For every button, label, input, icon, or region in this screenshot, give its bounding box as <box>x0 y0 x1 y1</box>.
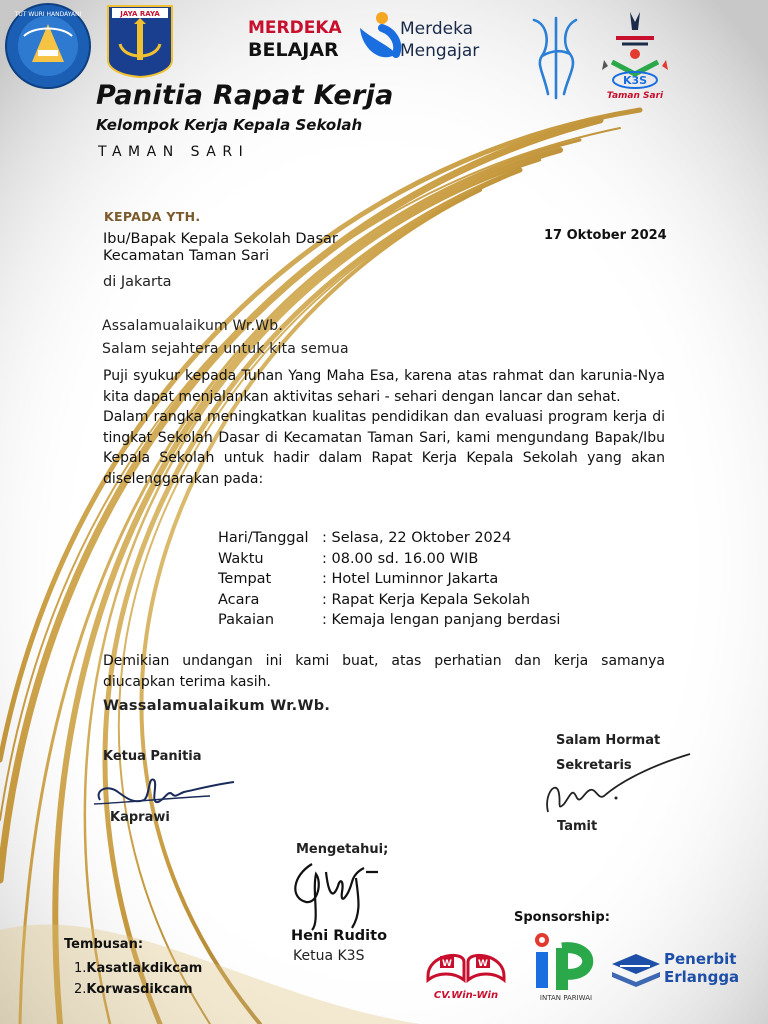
cv-win-win-text: CV.Win-Win <box>433 990 499 1001</box>
merdeka-belajar-line2: BELAJAR <box>248 39 339 61</box>
closing-paragraph: Demikian undangan ini kami buat, atas perhatian dan kerja samanya diucapkan terima kasih. <box>103 653 665 690</box>
cv-win-win-logo <box>418 936 514 1002</box>
letter-body <box>103 366 665 490</box>
secretary-signature <box>540 752 700 824</box>
penerbit-erlangga-logo <box>610 944 750 994</box>
detail-value: : 08.00 sd. 16.00 WIB <box>322 550 479 567</box>
acknowledged-label: Mengetahui; <box>296 842 389 857</box>
detail-key: Hari/Tanggal <box>218 530 309 546</box>
secretary-title: Sekretaris <box>556 758 632 773</box>
detail-key: Tempat <box>218 571 272 588</box>
intan-pariwara-logo <box>526 930 604 1002</box>
committee-title: Panitia Rapat Kerja <box>96 80 394 111</box>
detail-value: : Selasa, 22 Oktober 2024 <box>322 530 512 546</box>
k3s-subtext: Taman Sari <box>606 91 664 101</box>
k3s-taman-sari-logo <box>596 8 674 104</box>
detail-row-attire <box>218 610 560 631</box>
jaya-raya-logo <box>106 4 174 78</box>
chairman-title: Ketua Panitia <box>103 749 202 764</box>
detail-row-event <box>218 590 560 611</box>
jaya-raya-text: JAYA RAYA <box>120 10 160 18</box>
svg-text:W: W <box>442 959 452 969</box>
paragraph-invitation: Dalam rangka meningkatkan kualitas pendidikan dan evaluasi program kerja di tingkat Sekolah Dasar di Kecamatan Taman Sari, kami mengundang Bapak/Ibu Kepala Sekolah untuk hadir dalam Rapat Kerja Kepala Sekolah yang akan diselenggarakan pada: <box>103 409 665 487</box>
tembusan-item: 1.Kasatlakdikcam <box>74 961 203 976</box>
merdeka-belajar-logo <box>248 14 342 62</box>
letter-date: 17 Oktober 2024 <box>544 228 667 243</box>
merdeka-belajar-line1: MERDEKA <box>248 18 342 38</box>
intan-pariwara-text: INTAN PARIWAI <box>539 994 593 1002</box>
secretary-name: Tamit <box>557 819 598 834</box>
detail-row-time <box>218 549 560 570</box>
detail-value: : Rapat Kerja Kepala Sekolah <box>322 591 531 608</box>
addressee-place: di Jakarta <box>103 274 172 290</box>
closing-salam: Wassalamualaikum Wr.Wb. <box>103 698 331 714</box>
tembusan-list <box>74 958 202 1000</box>
merdeka-mengajar-logo <box>352 10 502 68</box>
paragraph-opening: Puji syukur kepada Tuhan Yang Maha Esa, karena atas rahmat dan karunia-Nya kita dapat menjalankan aktivitas sehari - sehari dengan lancar dan sehat. <box>103 368 665 405</box>
erlangga-line1: Penerbit <box>664 950 737 968</box>
greeting-salam: Assalamualaikum Wr.Wb. <box>102 318 284 334</box>
tembusan-item: 2.Korwasdikcam <box>74 982 193 997</box>
tembusan-label: Tembusan: <box>64 937 144 952</box>
event-details <box>218 528 560 631</box>
detail-key: Pakaian <box>218 612 275 629</box>
detail-key: Acara <box>218 591 260 608</box>
addressee-name <box>103 231 338 265</box>
head-k3s-signature <box>282 852 392 932</box>
greeting-sejahtera: Salam sejahtera untuk kita semua <box>102 341 349 357</box>
tut-wuri-text: TUT WURI HANDAYANI <box>14 11 82 18</box>
head-k3s-name: Heni Rudito <box>291 928 388 944</box>
detail-row-date <box>218 528 560 549</box>
detail-value: : Kemaja lengan panjang berdasi <box>322 612 561 629</box>
committee-area: TAMAN SARI <box>98 144 250 160</box>
k3s-text: K3S <box>622 74 648 87</box>
head-k3s-role: Ketua K3S <box>293 948 365 964</box>
detail-row-place <box>218 569 560 590</box>
svg-text:W: W <box>478 959 488 969</box>
addressee-label: KEPADA YTH. <box>104 209 201 224</box>
chairman-name: Kaprawi <box>110 810 170 825</box>
detail-value: : Hotel Luminnor Jakarta <box>322 571 499 588</box>
addressee-line-2: Kecamatan Taman Sari <box>103 248 270 264</box>
tut-wuri-handayani-logo <box>4 2 92 90</box>
ds-emblem-logo <box>528 14 584 100</box>
committee-subtitle: Kelompok Kerja Kepala Sekolah <box>96 116 363 134</box>
sponsorship-label: Sponsorship: <box>514 910 610 925</box>
merdeka-mengajar-line2: Mengajar <box>400 41 480 61</box>
addressee-line-1: Ibu/Bapak Kepala Sekolah Dasar <box>103 231 338 247</box>
erlangga-line2: Erlangga <box>664 968 740 986</box>
regards-label: Salam Hormat <box>556 733 661 748</box>
merdeka-mengajar-line1: Merdeka <box>400 19 474 39</box>
detail-key: Waktu <box>218 550 264 567</box>
